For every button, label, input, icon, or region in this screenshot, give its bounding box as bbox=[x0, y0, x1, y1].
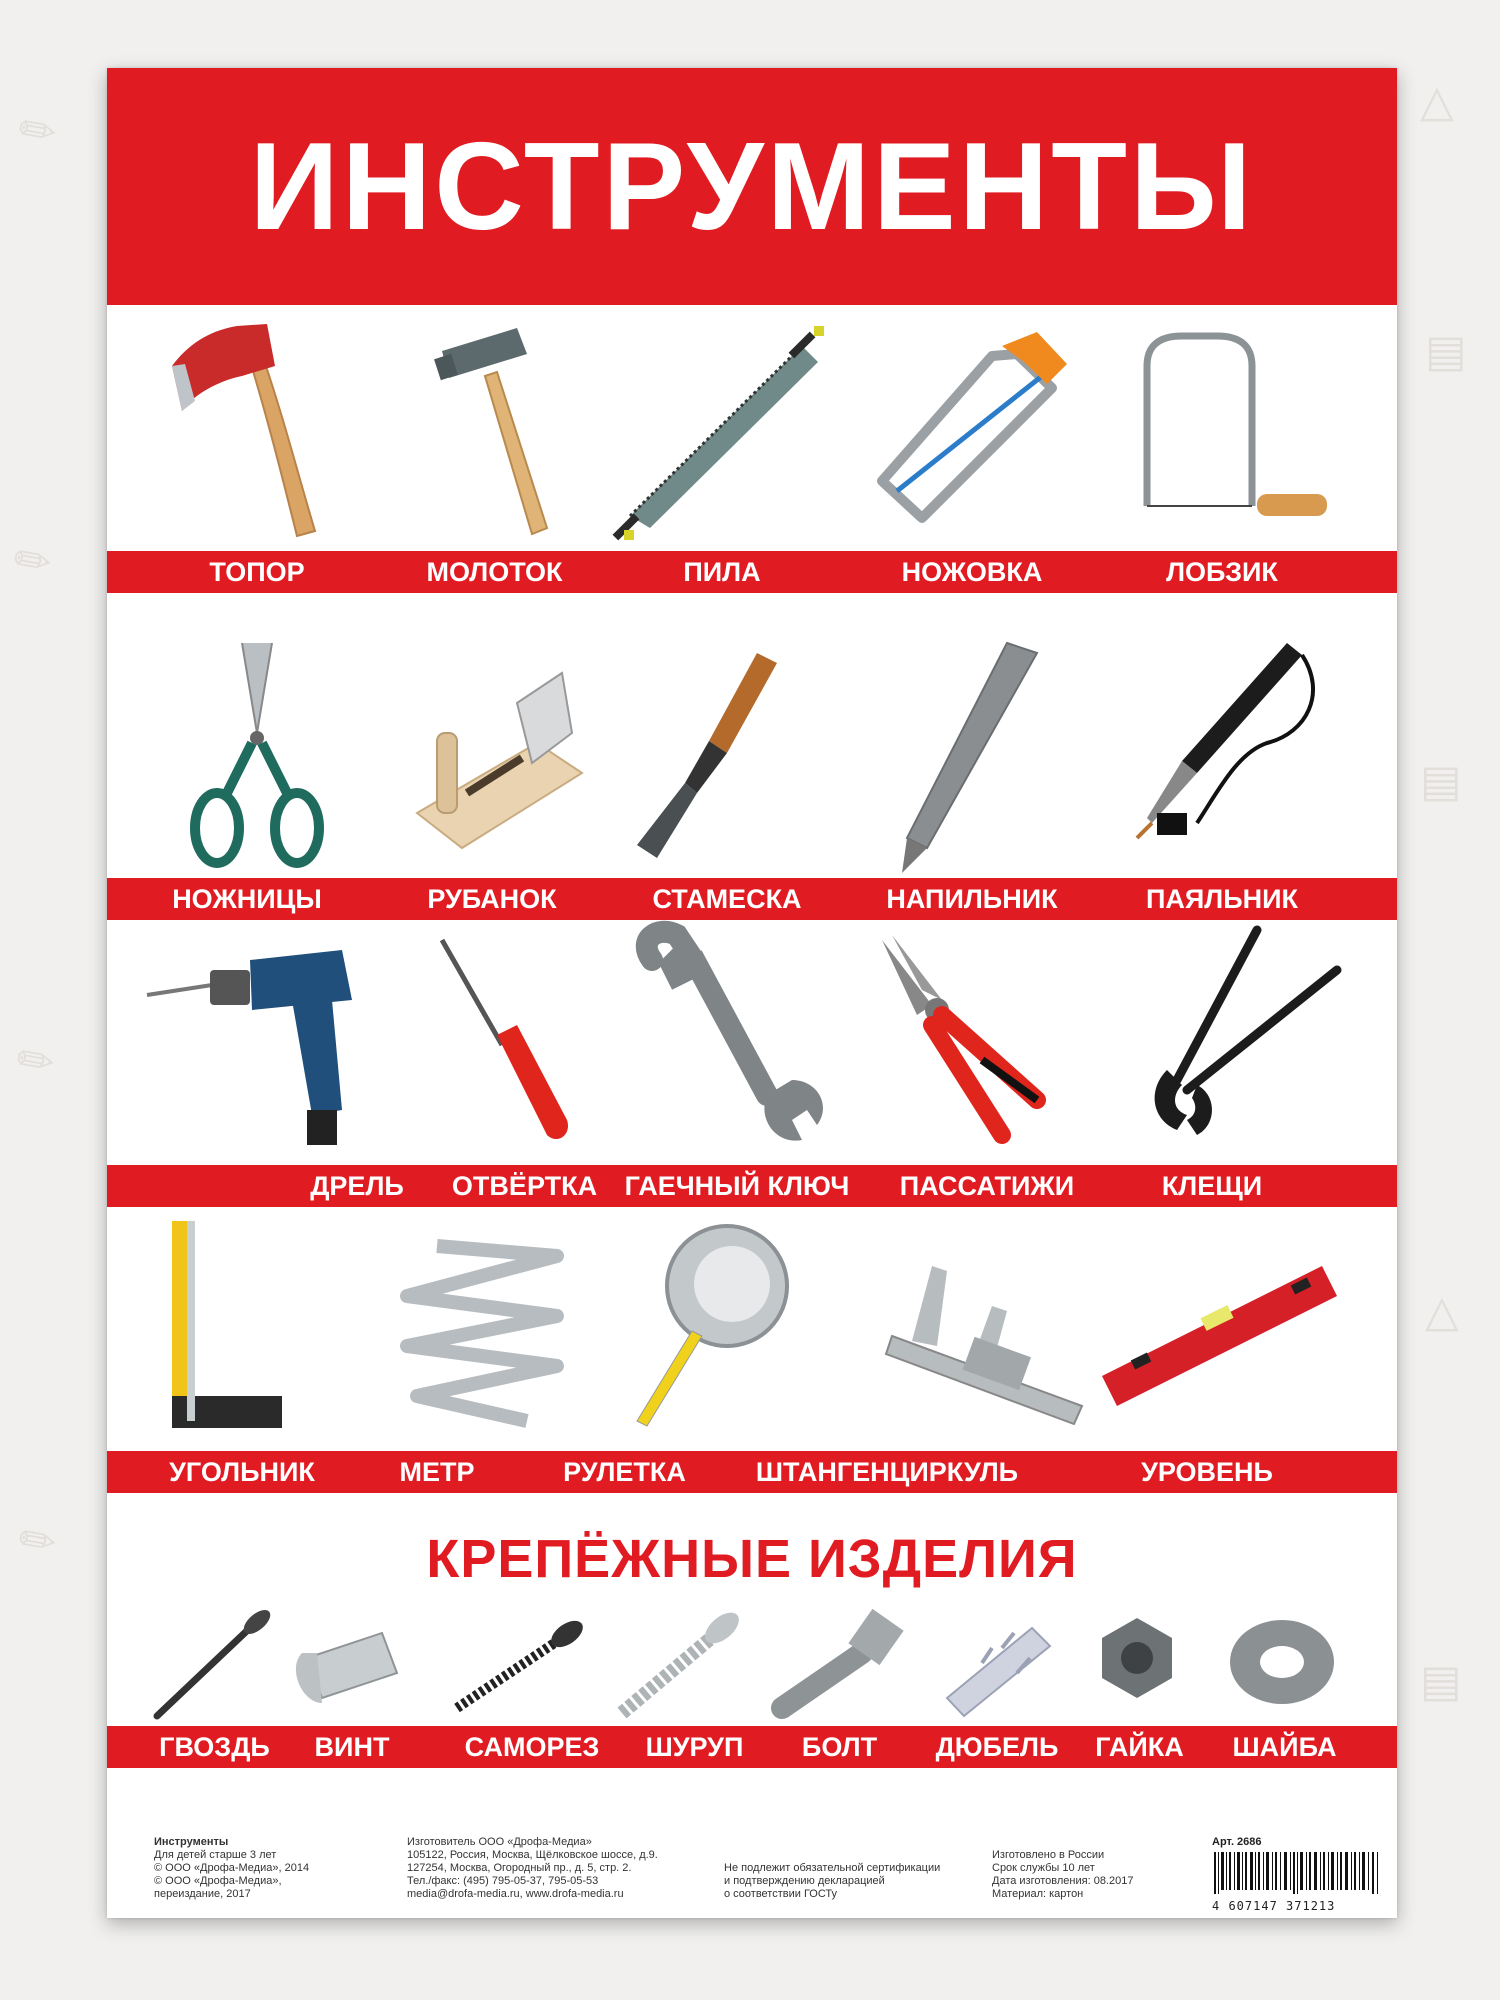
fastener-label: ДЮБЕЛЬ bbox=[935, 1732, 1059, 1762]
tool-label: ЛОБЗИК bbox=[1166, 557, 1278, 587]
footer-production bbox=[992, 1849, 1133, 1901]
footer-line: переиздание, 2017 bbox=[154, 1888, 251, 1900]
barcode-block bbox=[1212, 1836, 1382, 1913]
washer-icon bbox=[1197, 1598, 1367, 1726]
fastener-label: ВИНТ bbox=[314, 1732, 390, 1762]
footer-line: Срок службы 10 лет bbox=[992, 1862, 1095, 1874]
footer-line: © ООО «Дрофа-Медиа», 2014 bbox=[154, 1862, 310, 1874]
footer-line: © ООО «Дрофа-Медиа», bbox=[154, 1875, 282, 1887]
footer-line: Инструменты bbox=[154, 1836, 229, 1848]
tool-label: КЛЕЩИ bbox=[1161, 1171, 1263, 1201]
tool-cell-folding-ruler bbox=[367, 1206, 607, 1493]
nut-icon bbox=[1077, 1598, 1197, 1726]
footer-line: Изготовлено в России bbox=[992, 1849, 1105, 1861]
tool-label: СТАМЕСКА bbox=[652, 884, 802, 914]
tool-label: РУБАНОК bbox=[427, 884, 557, 914]
tool-cell-plane bbox=[397, 633, 597, 920]
tool-cell-square-ruler bbox=[147, 1206, 347, 1493]
nail-icon bbox=[137, 1598, 287, 1726]
tool-cell-tin-snips bbox=[147, 633, 367, 920]
tool-cell-spirit-level bbox=[1092, 1206, 1342, 1493]
poster bbox=[107, 68, 1397, 1918]
label-band-row-3 bbox=[107, 1165, 1397, 1207]
fastener-label: ГВОЗДЬ bbox=[159, 1732, 270, 1762]
background-notebook-icon: ▤ bbox=[1420, 757, 1462, 806]
footer-line: и подтверждению декларацией bbox=[724, 1875, 885, 1887]
footer-line: Материал: картон bbox=[992, 1888, 1084, 1900]
folding-ruler-icon bbox=[367, 1206, 607, 1451]
background-notebook-icon: ▤ bbox=[1420, 1657, 1462, 1706]
tool-label: ДРЕЛЬ bbox=[310, 1171, 404, 1201]
tool-cell-wrench bbox=[617, 920, 837, 1207]
footer-line: 127254, Москва, Огородный пр., д. 5, стр. 2. bbox=[407, 1862, 632, 1874]
footer-publisher bbox=[154, 1836, 309, 1901]
axe-icon bbox=[147, 306, 367, 551]
background-pencil-icon: ✎ bbox=[6, 1030, 66, 1093]
tool-label: УГОЛЬНИК bbox=[169, 1457, 315, 1487]
footer-line: Дата изготовления: 08.2017 bbox=[992, 1875, 1134, 1887]
background-triangle-icon: △ bbox=[1420, 77, 1454, 126]
background-notebook-icon: ▤ bbox=[1425, 327, 1467, 376]
dowel-icon bbox=[922, 1598, 1072, 1726]
tools-row-2 bbox=[107, 633, 1397, 920]
tool-label: НАПИЛЬНИК bbox=[886, 884, 1058, 914]
footer-line: media@drofa-media.ru, www.drofa-media.ru bbox=[407, 1888, 624, 1900]
fasteners-title: КРЕПЁЖНЫЕ ИЗДЕЛИЯ bbox=[426, 1529, 1078, 1589]
tape-measure-icon bbox=[607, 1206, 847, 1451]
footer-line: о соответствии ГОСТу bbox=[724, 1888, 838, 1900]
background-pencil-icon: ✎ bbox=[8, 100, 68, 163]
wood-screw-icon bbox=[607, 1598, 757, 1726]
fastener-label: ГАЙКА bbox=[1095, 1732, 1184, 1762]
footer-line: Изготовитель ООО «Дрофа-Медиа» bbox=[407, 1836, 592, 1848]
tool-cell-pincers bbox=[1107, 920, 1347, 1207]
tool-cell-axe bbox=[147, 306, 367, 593]
tool-label: ПАССАТИЖИ bbox=[899, 1171, 1075, 1201]
drill-icon bbox=[142, 920, 387, 1165]
tools-row-4 bbox=[107, 1206, 1397, 1493]
label-band-row-1 bbox=[107, 551, 1397, 593]
tool-label: НОЖНИЦЫ bbox=[172, 884, 322, 914]
spirit-level-icon bbox=[1092, 1206, 1342, 1451]
tool-label: ТОПОР bbox=[209, 557, 305, 587]
hacksaw-icon bbox=[852, 306, 1092, 551]
screwdriver-icon bbox=[407, 920, 587, 1165]
tool-cell-drill bbox=[142, 920, 387, 1207]
tool-label: ПИЛА bbox=[683, 557, 761, 587]
tool-cell-caliper bbox=[852, 1206, 1102, 1493]
pincers-icon bbox=[1107, 920, 1347, 1165]
footer-line: Тел./факс: (495) 795-05-37, 795-05-53 bbox=[407, 1875, 599, 1887]
fastener-label: САМОРЕЗ bbox=[464, 1732, 600, 1762]
article-number: Арт. 2686 bbox=[1212, 1836, 1262, 1848]
bolt-icon bbox=[767, 1598, 917, 1726]
title-band bbox=[107, 68, 1397, 305]
footer-line: Не подлежит обязательной сертификации bbox=[724, 1862, 941, 1874]
tool-cell-hammer bbox=[397, 306, 597, 593]
tool-cell-fretsaw bbox=[1107, 306, 1337, 593]
tool-label: МОЛОТОК bbox=[426, 557, 563, 587]
fastener-label: ШУРУП bbox=[645, 1732, 744, 1762]
saw-icon bbox=[602, 306, 842, 551]
background-pencil-icon: ✎ bbox=[8, 1510, 68, 1573]
tools-row-3 bbox=[107, 920, 1397, 1207]
tool-cell-chisel bbox=[617, 633, 837, 920]
square-ruler-icon bbox=[147, 1206, 347, 1451]
wrench-icon bbox=[617, 920, 837, 1165]
hammer-icon bbox=[397, 306, 597, 551]
fastener-label: ШАЙБА bbox=[1232, 1732, 1337, 1762]
tin-snips-icon bbox=[147, 633, 367, 878]
tool-label: ШТАНГЕНЦИРКУЛЬ bbox=[755, 1457, 1019, 1487]
tool-cell-saw bbox=[602, 306, 842, 593]
pliers-icon bbox=[862, 920, 1092, 1165]
tool-label: УРОВЕНЬ bbox=[1141, 1457, 1273, 1487]
self-tapping-screw-icon bbox=[437, 1598, 597, 1726]
tool-label: МЕТР bbox=[399, 1457, 475, 1487]
tool-label: РУЛЕТКА bbox=[563, 1457, 686, 1487]
caliper-icon bbox=[852, 1206, 1102, 1451]
tool-cell-screwdriver bbox=[407, 920, 587, 1207]
fretsaw-icon bbox=[1107, 306, 1337, 551]
footer-manufacturer bbox=[407, 1836, 658, 1901]
soldering-iron-icon bbox=[1097, 633, 1337, 878]
tool-label: НОЖОВКА bbox=[901, 557, 1043, 587]
label-band-row-2 bbox=[107, 878, 1397, 920]
file-icon bbox=[867, 633, 1077, 878]
footer-certification bbox=[724, 1862, 940, 1901]
footer-line: 105122, Россия, Москва, Щёлковское шоссе, д.9. bbox=[407, 1849, 658, 1861]
background-pencil-icon: ✎ bbox=[3, 530, 63, 593]
tool-cell-soldering-iron bbox=[1097, 633, 1337, 920]
poster-title: ИНСТРУМЕНТЫ bbox=[249, 117, 1255, 256]
label-band-row-4 bbox=[107, 1451, 1397, 1493]
chisel-icon bbox=[617, 633, 837, 878]
background-triangle-icon: △ bbox=[1425, 1287, 1459, 1336]
fastener-label: БОЛТ bbox=[801, 1732, 878, 1762]
tool-cell-file bbox=[867, 633, 1077, 920]
tool-cell-hacksaw bbox=[852, 306, 1092, 593]
plane-icon bbox=[397, 633, 597, 878]
fasteners-row bbox=[107, 1598, 1397, 1768]
tool-label: ОТВЁРТКА bbox=[451, 1171, 598, 1201]
barcode-icon bbox=[1212, 1852, 1382, 1894]
footer-line: Для детей старше 3 лет bbox=[154, 1849, 277, 1861]
tool-cell-tape-measure bbox=[607, 1206, 847, 1493]
tools-row-1 bbox=[107, 306, 1397, 593]
barcode-number: 4 607147 371213 bbox=[1212, 1899, 1336, 1913]
tool-cell-pliers bbox=[862, 920, 1092, 1207]
tool-label: ПАЯЛЬНИК bbox=[1145, 884, 1299, 914]
label-band-fasteners bbox=[107, 1726, 1397, 1768]
screw-icon bbox=[287, 1598, 437, 1726]
tool-label: ГАЕЧНЫЙ КЛЮЧ bbox=[624, 1171, 850, 1201]
